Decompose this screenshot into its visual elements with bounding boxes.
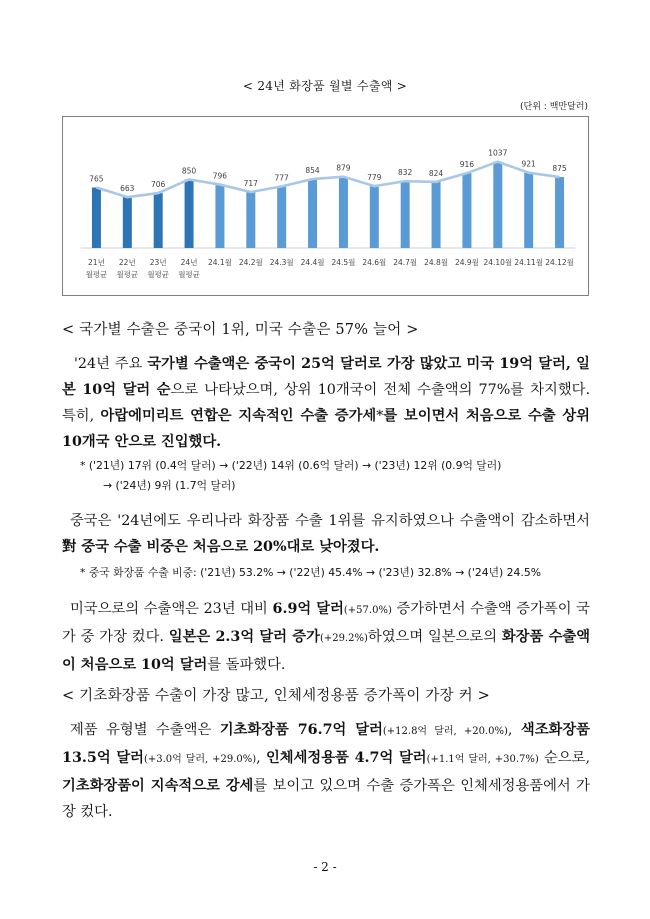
category-label: 월평균: [85, 270, 108, 279]
section2-heading: < 기초화장품 수출이 가장 많고, 인체세정용품 증가폭이 가장 커 >: [62, 688, 490, 704]
page-number: - 2 -: [313, 860, 337, 874]
chart-title: < 24년 화장품 월별 수출액 >: [242, 79, 408, 93]
text-run: 중국은 '24년에도 우리나라 화장품 수출 1위를 유지하였으나 수출액이 감소하면서: [70, 513, 590, 529]
data-label: 706: [151, 180, 166, 190]
text-run: (+1.1억 달러, +30.7%): [426, 754, 539, 765]
text-run: 를 보이면서 처음으로 수출 상위 10개국 안으로 진입했다.: [62, 408, 590, 450]
data-label: 875: [552, 164, 567, 174]
category-label: 24.3월: [269, 258, 294, 267]
text-run: 하였으며 일본으로의: [367, 629, 502, 645]
bar: [92, 187, 101, 248]
section1-footnote-1-line-1: * ('21년) 17위 (0.4억 달러) → ('22년) 14위 (0.6억 달러) → ('23년) 12위 (0.9억 달러): [80, 459, 502, 472]
category-label: 24.8월: [424, 258, 449, 267]
category-label: 23년: [149, 258, 167, 267]
section1-paragraph-1: [62, 351, 590, 455]
text-run: 증가하면서 수출액 증가폭이 국가 중 가장 컸다.: [62, 601, 590, 645]
data-label: 765: [89, 174, 104, 184]
bar: [246, 192, 255, 248]
data-label: 850: [181, 166, 197, 176]
chart-frame: [62, 116, 589, 296]
category-label: 월평균: [116, 270, 139, 279]
category-label: 21년: [88, 258, 105, 267]
text-run: 6.9억 달러: [272, 601, 344, 617]
text-run: (+3.0억 달러, +29.0%): [143, 754, 257, 765]
text-run: 화장품 수출액이 처음으로 10억 달러: [62, 629, 591, 673]
text-run: 對 중국 수출 비중은 처음으로 20%대로 낮아졌다.: [62, 539, 380, 555]
section1-paragraph-2: [62, 508, 590, 560]
chart-unit-label: (단위 : 백만달러): [520, 102, 588, 112]
category-label: 월평균: [147, 270, 170, 279]
text-run: 미국으로의 수출액은 23년 대비: [70, 601, 273, 617]
category-label: 24.4월: [300, 258, 325, 267]
data-label: 832: [398, 168, 413, 178]
text-run: (+12.8억 달러, +20.0%): [382, 726, 508, 737]
text-run: 일본은 2.3억 달러 증가: [168, 629, 320, 645]
bar: [555, 177, 564, 248]
category-label: 24.6월: [362, 258, 387, 267]
text-run: (+57.0%): [343, 605, 392, 616]
section1-footnote-2: * 중국 화장품 수출 비중: ('21년) 53.2% → ('22년) 45.4% → ('23년) 32.8% → ('24년) 24.5%: [80, 566, 541, 579]
data-label: 921: [521, 159, 536, 169]
category-label: 24년: [180, 258, 198, 267]
category-label: 24.1월: [207, 258, 232, 267]
data-label: 663: [120, 184, 135, 194]
text-run: 기초화장품 76.7억 달러: [219, 722, 383, 738]
bar: [401, 181, 410, 248]
category-label: 월평균: [178, 270, 200, 279]
bar: [308, 179, 317, 248]
text-run: 기초화장품이 지속적으로 강세: [62, 778, 254, 794]
bar: [370, 186, 379, 248]
section1-heading: < 국가별 수출은 중국이 1위, 미국 수출은 57% 늘어 >: [62, 322, 419, 338]
category-label: 24.12월: [545, 258, 574, 267]
data-label: 796: [212, 171, 228, 181]
bar: [215, 185, 224, 248]
data-label: 916: [459, 160, 475, 170]
bar: [154, 193, 163, 248]
category-label: 24.7월: [393, 258, 418, 267]
category-label: 24.10월: [483, 258, 513, 267]
bar: [524, 173, 533, 248]
text-run: 순으로,: [538, 750, 591, 766]
bar: [185, 179, 194, 248]
text-run: 인체세정용품 4.7억 달러: [266, 750, 427, 766]
series-line: [96, 159, 559, 197]
text-run: 아랍에미리트 연합은 지속적인 수출 증가세: [100, 408, 377, 424]
data-label: 779: [367, 173, 382, 183]
text-run: '24년 주요: [74, 356, 148, 372]
section1-footnote-1-line-2: → ('24년) 9위 (1.7억 달러): [103, 479, 236, 492]
data-label: 824: [428, 168, 444, 178]
bar: [432, 182, 441, 248]
bar: [493, 162, 502, 248]
category-label: 22년: [118, 258, 136, 267]
section1-paragraph-3: [62, 596, 590, 678]
data-label: 777: [274, 173, 289, 183]
bar: [123, 197, 132, 248]
monthly-export-chart: [63, 117, 588, 295]
category-label: 24.9월: [454, 258, 479, 267]
data-label: 717: [243, 179, 258, 189]
text-run: ,: [507, 722, 521, 738]
section2-paragraph-1: [62, 717, 590, 825]
category-label: 24.5월: [331, 258, 356, 267]
data-label: 1037: [488, 148, 508, 158]
text-run: 제품 유형별 수출액은: [70, 722, 220, 738]
text-run: 으로 나타났으며, 상위 10개국이 전체 수출액의 77%를 차지했다. 특히,: [62, 382, 590, 424]
text-run: *: [376, 408, 384, 424]
text-run: 색조화장품 13.5억 달러: [62, 722, 590, 766]
text-run: (+29.2%): [319, 633, 368, 644]
bar: [462, 173, 471, 248]
text-run: ,: [256, 750, 266, 766]
category-label: 24.2월: [238, 258, 263, 267]
text-run: 국가별 수출액은 중국이 25억 달러로 가장 많았고 미국 19억 달러, 일본 10억 달러 순: [62, 356, 590, 398]
data-label: 854: [305, 166, 320, 176]
bar: [277, 186, 286, 248]
text-run: 를 돌파했다.: [207, 657, 286, 673]
data-label: 879: [336, 163, 351, 173]
category-label: 24.11월: [514, 258, 544, 267]
bar: [339, 177, 348, 248]
text-run: 를 보이고 있으며 수출 증가폭은 인체세정용품에서 가장 컸다.: [62, 778, 590, 820]
